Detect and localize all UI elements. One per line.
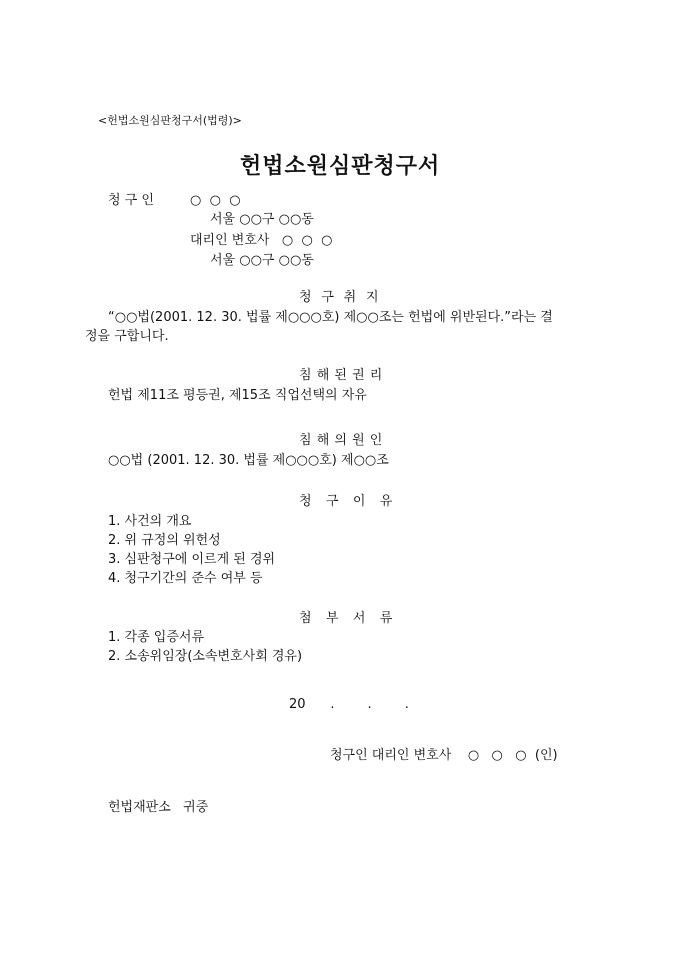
attachment-item: 1. 각종 입증서류	[108, 630, 205, 645]
reason-item: 1. 사건의 개요	[108, 514, 192, 529]
attachments-heading: 첨 부 서 류	[299, 611, 393, 626]
document-caption: <헌법소원심판청구서(법령)>	[98, 114, 242, 127]
reason-item: 3. 심판청구에 이르게 된 경위	[108, 552, 276, 567]
purpose-line-2: 정을 구합니다.	[85, 329, 169, 344]
agent-address: 서울 ○○구 ○○동	[210, 253, 314, 268]
attachment-item: 2. 소송위임장(소속변호사회 경유)	[108, 649, 303, 664]
infringement-cause-heading: 침 해 의 원 인	[299, 433, 383, 448]
purpose-line-1: “○○법(2001. 12. 30. 법률 제○○○호) 제○○조는 헌법에 위반된다.”라는 결	[108, 310, 553, 325]
infringed-right-text: 헌법 제11조 평등권, 제15조 직업선택의 자유	[108, 388, 367, 403]
document-title: 헌법소원심판청구서	[240, 153, 441, 179]
applicant-label: 청 구 인	[108, 193, 154, 208]
applicant-address: 서울 ○○구 ○○동	[210, 212, 314, 227]
purpose-heading: 청 구 취 지	[299, 290, 380, 305]
agent-line: 대리인 변호사 ○ ○ ○	[190, 233, 333, 248]
infringed-right-heading: 침 해 된 권 리	[299, 368, 383, 383]
date-line: 20 . . .	[289, 697, 409, 712]
reason-item: 4. 청구기간의 준수 여부 등	[108, 571, 263, 586]
signature-line: 청구인 대리인 변호사 ○ ○ ○ (인)	[330, 748, 558, 763]
infringement-cause-text: ○○법 (2001. 12. 30. 법률 제○○○호) 제○○조	[108, 453, 389, 468]
applicant-name: ○ ○ ○	[190, 193, 241, 208]
addressee: 헌법재판소 귀중	[108, 800, 209, 815]
reasons-heading: 청 구 이 유	[299, 494, 393, 509]
reason-item: 2. 위 규정의 위헌성	[108, 533, 221, 548]
